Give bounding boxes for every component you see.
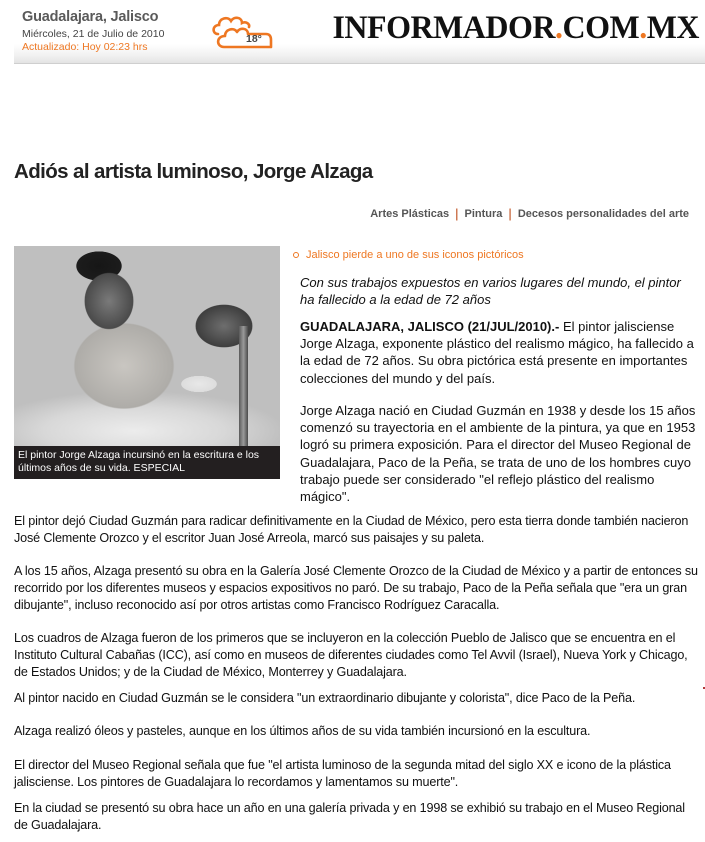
article-paragraph: A los 15 años, Alzaga presentó su obra en la Galería José Clemente Orozco de la Ciudad de México y a partir de entonces su recorrido por los diferentes museos y espacios expositivos no paró. De su trabajo, Paco de la Peña señala que "era un gran dibujante", incluso reconocido así por otros artistas como Francisco Rodríguez Caracalla. <box>14 564 698 612</box>
header-date: Miércoles, 21 de Julio de 2010 <box>22 28 165 40</box>
tag-pintura[interactable]: Pintura <box>464 207 503 220</box>
related-link-label: Jalisco pierde a uno de sus iconos pictóricos <box>306 249 524 261</box>
article-photo <box>14 246 280 479</box>
article-lead: Con sus trabajos expuestos en varios lugares del mundo, el pintor ha fallecido a la edad de 72 años <box>300 275 681 307</box>
bullet-icon <box>293 252 299 258</box>
article-title: Adiós al artista luminoso, Jorge Alzaga <box>14 160 373 183</box>
article-paragraph: Los cuadros de Alzaga fueron de los primeros que se incluyeron en la colección Pueblo de Jalisco que se encuentra en el Instituto Cultural Cabañas (ICC), así como en museos de diferentes ciudades como Tel Avvil (Israel), Nueva York y Chicago, de Estados Unidos; y de la Ciudad de México, Monterrey y Guadalajara. <box>14 631 688 679</box>
logo-part-1: INFORMADOR <box>332 8 555 46</box>
paragraph-text: El pintor jalisciense Jorge Alzaga, exponente plástico del realismo mágico, ha fallecido a la edad de 72 años. Su obra pictórica está presente en importantes colecciones del mundo y del país. <box>300 319 694 386</box>
weather-temperature: 18° <box>246 33 262 45</box>
article-paragraph: El pintor dejó Ciudad Guzmán para radicar definitivamente en la Ciudad de México, pero esta tierra donde también nacieron José Clemente Orozco y el escritor Juan José Arreola, marcó sus paisajes y su paleta. <box>14 514 689 545</box>
site-logo[interactable] <box>332 9 699 47</box>
logo-dot-2: . <box>639 8 647 46</box>
header-updated-time: Actualizado: Hoy 02:23 hrs <box>22 41 148 53</box>
article-tags <box>370 206 689 221</box>
article-paragraph: En la ciudad se presentó su obra hace un año en una galería privada y en 1998 se exhibió su trabajo en el Museo Regional de Guadalajara. <box>14 801 685 832</box>
article-paragraph: Jorge Alzaga nació en Ciudad Guzmán en 1938 y desde los 15 años comenzó su trayectoria en el ambiente de la pintura, ya que en 1953 logró su primera exposición. Para el director del Museo Regional de Guadalajara, Paco de la Peña, se trata de uno de los hombres cuyo trabajo puede ser considerado "el reflejo plástico del realismo mágico". <box>300 403 696 505</box>
article-paragraph: Al pintor nacido en Ciudad Guzmán se le considera "un extraordinario dibujante y colorista", dice Paco de la Peña. <box>14 691 636 705</box>
tag-separator: | <box>455 206 459 221</box>
weather-widget <box>210 12 274 50</box>
photo-detail <box>239 326 248 446</box>
logo-dot-1: . <box>554 8 563 46</box>
article-paragraph: Alzaga realizó óleos y pasteles, aunque en los últimos años de su vida también incursionó en la escultura. <box>14 724 591 738</box>
tag-artes-plasticas[interactable]: Artes Plásticas <box>370 207 450 220</box>
dateline: GUADALAJARA, JALISCO (21/JUL/2010).- <box>300 319 560 334</box>
article-paragraph <box>300 318 700 387</box>
site-header <box>14 0 705 64</box>
related-link[interactable] <box>292 249 524 261</box>
logo-part-2: COM <box>562 8 640 46</box>
cloud-icon <box>210 12 274 50</box>
photo-caption: El pintor Jorge Alzaga incursinó en la escritura e los últimos años de su vida. ESPECIAL <box>14 446 280 479</box>
header-city: Guadalajara, Jalisco <box>22 9 159 25</box>
tag-separator: | <box>508 206 512 221</box>
article-paragraph: El director del Museo Regional señala que fue "el artista luminoso de la segunda mitad del siglo XX e icono de la plástica jalisciense. Los pintores de Guadalajara lo recordamos y lamentamos su muerte". <box>14 758 671 789</box>
tag-decesos[interactable]: Decesos personalidades del arte <box>517 207 689 220</box>
logo-part-3: MX <box>646 8 699 46</box>
